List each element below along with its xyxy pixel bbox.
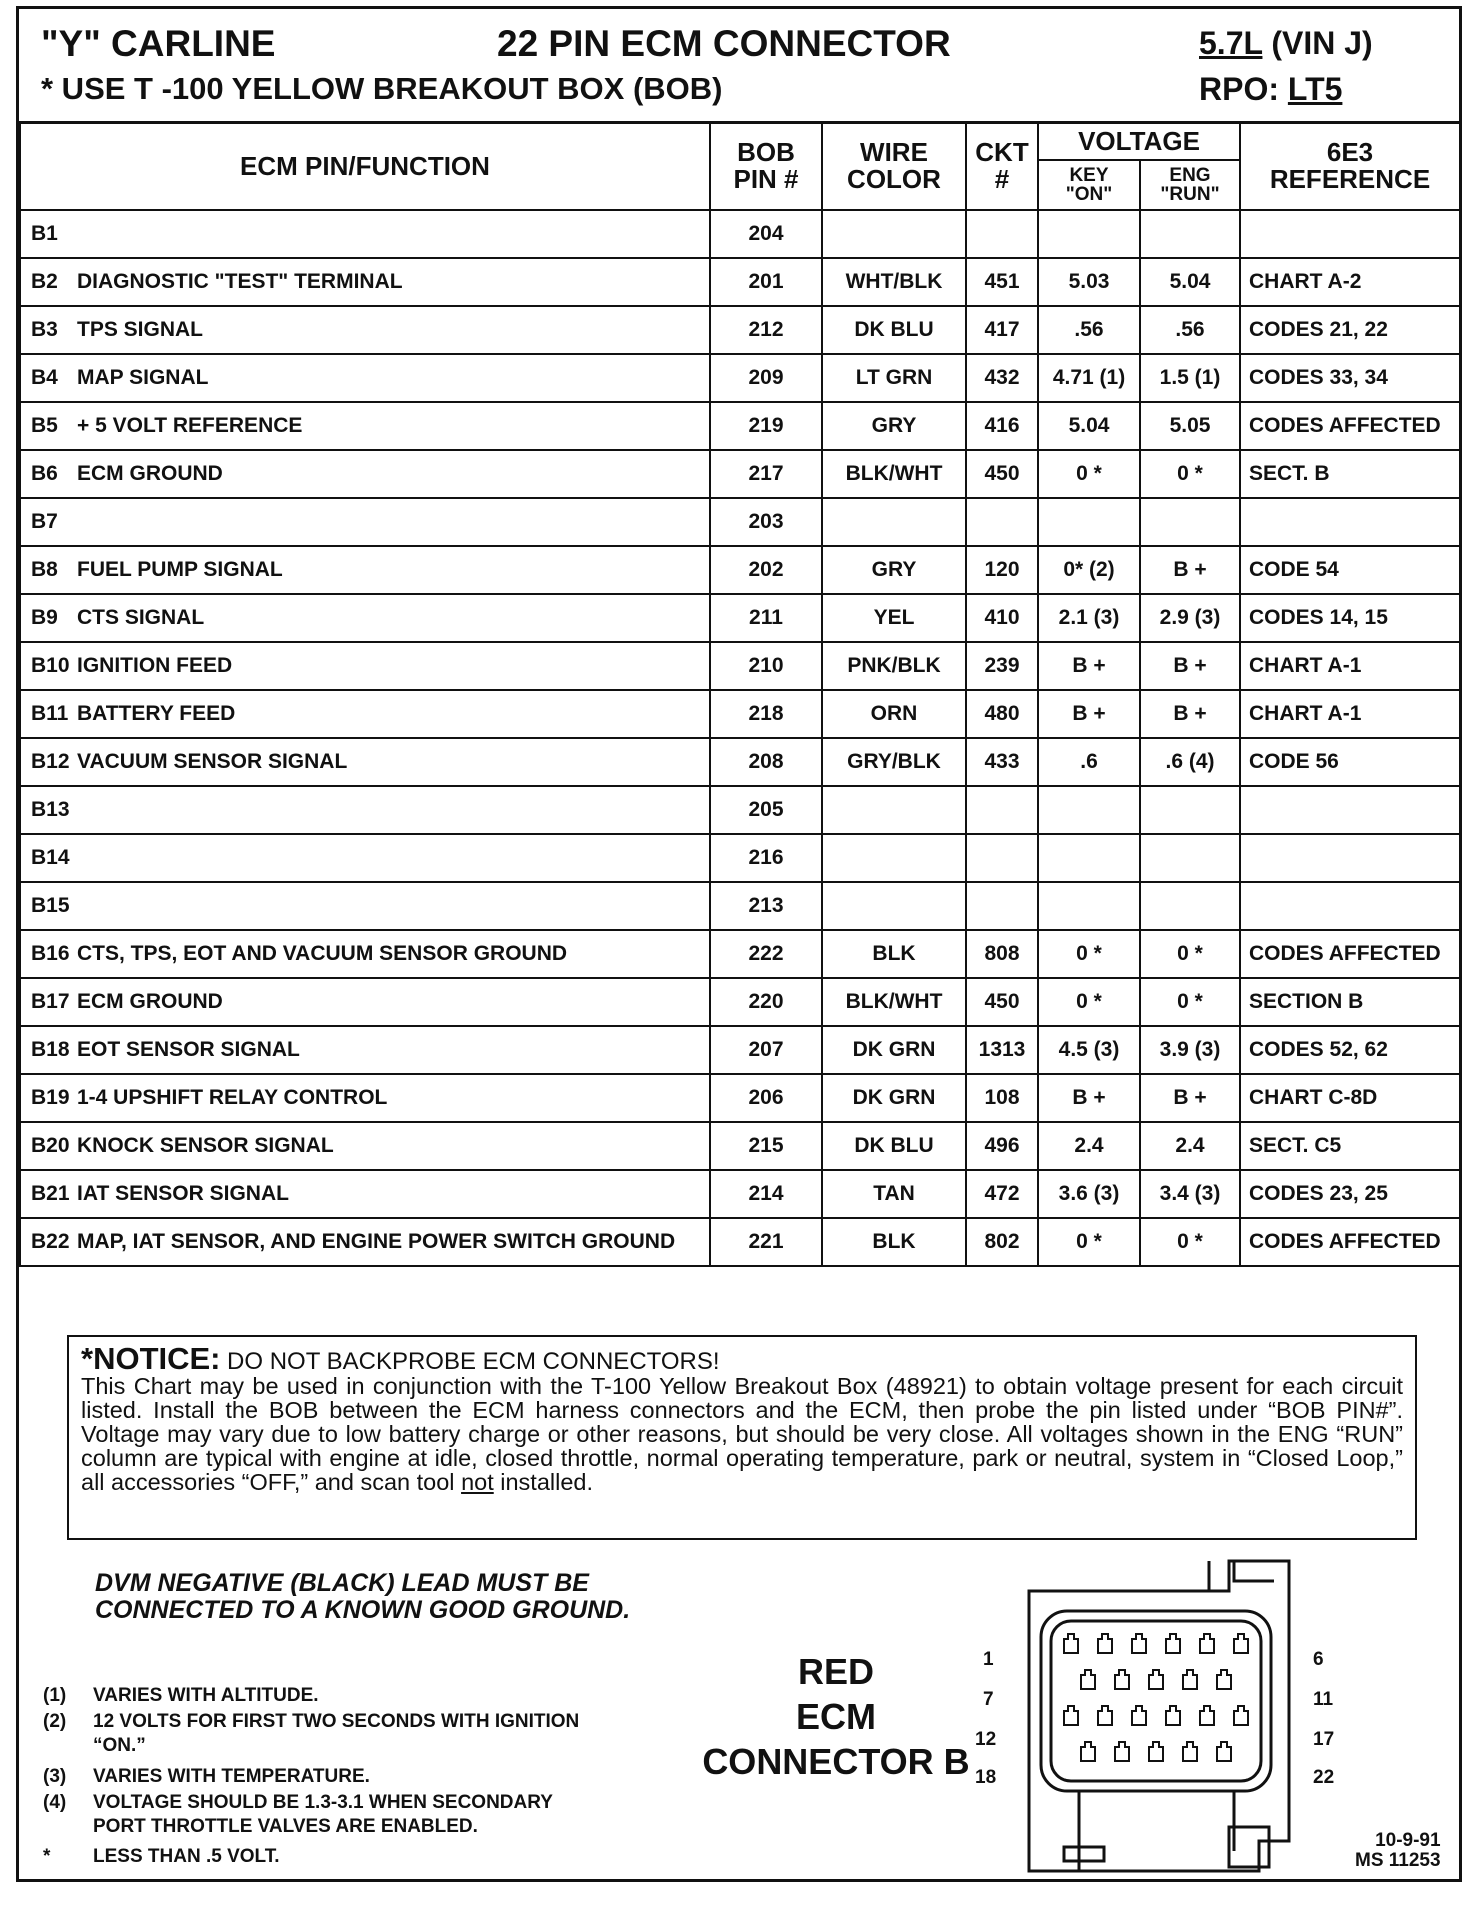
col-header-voltage: VOLTAGE [1038, 122, 1240, 160]
pin-function: CTS, TPS, EOT AND VACUUM SENSOR GROUND [77, 942, 568, 965]
bob-pin-cell: 220 [710, 978, 822, 1026]
reference-cell: CHART C-8D [1240, 1074, 1460, 1122]
pin-function-cell [20, 1218, 710, 1266]
pin-function: ECM GROUND [77, 462, 223, 485]
key-on-cell [1038, 786, 1140, 834]
document-date [1355, 1831, 1441, 1871]
wire-color-cell: GRY [822, 402, 966, 450]
footnote-5 [43, 1845, 280, 1869]
col-header-wire-color: WIRE COLOR [822, 122, 966, 210]
reference-cell: CHART A-2 [1240, 258, 1460, 306]
table-row [20, 1218, 1460, 1266]
connector-pin-hole [1081, 1670, 1095, 1689]
bob-pin-cell: 215 [710, 1122, 822, 1170]
bob-pin-cell: 210 [710, 642, 822, 690]
connector-pin-hole [1166, 1706, 1180, 1725]
eng-run-cell [1140, 786, 1240, 834]
footnote-2-text: 12 VOLTS FOR FIRST TWO SECONDS WITH IGNITION [93, 1711, 580, 1732]
key-on-cell [1038, 498, 1140, 546]
footnote-5-text: LESS THAN .5 VOLT. [93, 1846, 280, 1867]
pin-function-cell [20, 786, 710, 834]
pin-function-cell [20, 1026, 710, 1074]
pin-label-11: 11 [1313, 1689, 1334, 1710]
table-row [20, 306, 1460, 354]
reference-cell: SECT. B [1240, 450, 1460, 498]
pin-function-cell [20, 690, 710, 738]
bob-pin-cell: 207 [710, 1026, 822, 1074]
eng-run-cell: .56 [1140, 306, 1240, 354]
key-on-cell: .56 [1038, 306, 1140, 354]
wire-color-cell: WHT/BLK [822, 258, 966, 306]
connector-pin-hole [1149, 1742, 1163, 1761]
connector-caption-line-2: ECM [796, 1696, 876, 1737]
reference-cell [1240, 786, 1460, 834]
reference-cell: CODE 56 [1240, 738, 1460, 786]
eng-run-cell: 3.9 (3) [1140, 1026, 1240, 1074]
reference-cell: CODES AFFECTED [1240, 402, 1460, 450]
notice-body-not: not [461, 1469, 494, 1495]
bob-pin-cell: 222 [710, 930, 822, 978]
sheet-header [19, 9, 1459, 124]
key-on-cell: B + [1038, 1074, 1140, 1122]
pin-function: FUEL PUMP SIGNAL [77, 558, 283, 581]
footnote-3-key: (3) [43, 1766, 67, 1787]
circuit-cell: 410 [966, 594, 1038, 642]
wire-color-cell: LT GRN [822, 354, 966, 402]
table-row [20, 1074, 1460, 1122]
wire-color-cell [822, 882, 966, 930]
bob-pin-cell: 208 [710, 738, 822, 786]
eng-run-cell: 3.4 (3) [1140, 1170, 1240, 1218]
pin-function: IGNITION FEED [77, 654, 233, 677]
pin-label-12: 12 [975, 1729, 997, 1750]
key-on-cell: 0 * [1038, 930, 1140, 978]
wire-color-cell: PNK/BLK [822, 642, 966, 690]
table-row [20, 882, 1460, 930]
col-header-key-on: KEY "ON" [1038, 160, 1140, 210]
key-on-cell: 5.03 [1038, 258, 1140, 306]
pin-label-6: 6 [1313, 1649, 1324, 1670]
footnote-1 [43, 1684, 319, 1708]
reference-cell: CHART A-1 [1240, 642, 1460, 690]
circuit-cell [966, 786, 1038, 834]
ecm-pin: B14 [31, 846, 70, 869]
eng-run-cell: 0 * [1140, 978, 1240, 1026]
circuit-cell: 808 [966, 930, 1038, 978]
key-on-cell: 0* (2) [1038, 546, 1140, 594]
key-on-cell: 0 * [1038, 450, 1140, 498]
bob-pin-cell: 216 [710, 834, 822, 882]
circuit-cell: 416 [966, 402, 1038, 450]
connector-pin-hole [1098, 1634, 1112, 1653]
pin-function: TPS SIGNAL [77, 318, 204, 341]
connector-pin-hole [1183, 1742, 1197, 1761]
wire-color-cell [822, 786, 966, 834]
ecm-pin: B3 [31, 318, 58, 341]
key-on-cell: 2.1 (3) [1038, 594, 1140, 642]
pin-function: MAP SIGNAL [77, 366, 209, 389]
key-on-cell: 4.71 (1) [1038, 354, 1140, 402]
pin-label-7: 7 [983, 1689, 994, 1710]
notice-body: This Chart may be used in conjunction with the T-100 Yellow Breakout Box (48921) to obtain voltage present for each circuit listed. Install the BOB between the ECM harness connectors and the ECM, then probe the pin listed under “BOB PIN#”. Voltage may vary due to low battery charge or other reasons, but should be very close. All voltages shown in the ENG “RUN” column are typical with engine at idle, closed throttle, normal operating temperature, park or neutral, system in “Closed Loop,” all accessories “OFF,” and scan tool [81, 1373, 1403, 1495]
notice-box [67, 1335, 1417, 1540]
connector-pin-hole [1217, 1670, 1231, 1689]
rpo-label [1199, 71, 1342, 108]
connector-pin-hole [1234, 1706, 1248, 1725]
connector-caption-line-3: CONNECTOR B [702, 1741, 970, 1782]
footnote-4-key: (4) [43, 1792, 67, 1813]
circuit-cell: 417 [966, 306, 1038, 354]
pin-function-cell [20, 594, 710, 642]
circuit-cell: 108 [966, 1074, 1038, 1122]
ecm-pin: B5 [31, 414, 58, 437]
notice-headline: DO NOT BACKPROBE ECM CONNECTORS! [227, 1348, 720, 1375]
circuit-cell: 496 [966, 1122, 1038, 1170]
circuit-cell: 120 [966, 546, 1038, 594]
eng-run-cell: B + [1140, 690, 1240, 738]
table-row [20, 1170, 1460, 1218]
eng-run-cell: 0 * [1140, 1218, 1240, 1266]
table-row [20, 546, 1460, 594]
pin-function-cell [20, 402, 710, 450]
pin-function-cell [20, 930, 710, 978]
table-row [20, 210, 1460, 258]
key-on-cell [1038, 834, 1140, 882]
col-header-eng-run: ENG "RUN" [1140, 160, 1240, 210]
bob-pin-cell: 214 [710, 1170, 822, 1218]
wire-color-cell: YEL [822, 594, 966, 642]
reference-cell [1240, 498, 1460, 546]
wire-color-cell [822, 498, 966, 546]
eng-run-cell: 0 * [1140, 450, 1240, 498]
circuit-cell: 450 [966, 978, 1038, 1026]
connector-title: 22 PIN ECM CONNECTOR [497, 23, 951, 64]
connector-pin-hole [1115, 1670, 1129, 1689]
connector-pin-hole [1200, 1706, 1214, 1725]
wire-color-cell: BLK [822, 1218, 966, 1266]
wire-color-cell: DK GRN [822, 1074, 966, 1122]
bob-pin-cell: 204 [710, 210, 822, 258]
col-header-circuit: CKT # [966, 122, 1038, 210]
bob-pin-cell: 203 [710, 498, 822, 546]
key-on-cell: B + [1038, 690, 1140, 738]
eng-run-cell: .6 (4) [1140, 738, 1240, 786]
pin-function: IAT SENSOR SIGNAL [77, 1182, 289, 1205]
table-row [20, 738, 1460, 786]
table-row [20, 594, 1460, 642]
pin-function-cell [20, 642, 710, 690]
connector-caption [701, 1649, 971, 1784]
pin-function: + 5 VOLT REFERENCE [77, 414, 303, 437]
reference-cell: CODES 23, 25 [1240, 1170, 1460, 1218]
notice-body-end: installed. [493, 1469, 594, 1495]
connector-pin-hole [1115, 1742, 1129, 1761]
circuit-cell [966, 882, 1038, 930]
pin-function: VACUUM SENSOR SIGNAL [77, 750, 348, 773]
eng-run-cell [1140, 498, 1240, 546]
connector-pin-hole [1183, 1670, 1197, 1689]
footnote-4-text: VOLTAGE SHOULD BE 1.3-3.1 WHEN SECONDARY [93, 1792, 553, 1813]
pin-function: DIAGNOSTIC "TEST" TERMINAL [77, 270, 403, 293]
circuit-cell [966, 498, 1038, 546]
key-on-cell: 4.5 (3) [1038, 1026, 1140, 1074]
connector-pin-hole [1064, 1634, 1078, 1653]
reference-cell: CODES 33, 34 [1240, 354, 1460, 402]
footnote-3 [43, 1765, 370, 1789]
ecm-pin: B17 [31, 990, 70, 1013]
reference-cell: CODES 14, 15 [1240, 594, 1460, 642]
ecm-pin: B19 [31, 1086, 70, 1109]
rpo-value: LT5 [1287, 71, 1343, 107]
connector-pin-hole [1132, 1706, 1146, 1725]
ecm-pin: B11 [31, 702, 69, 725]
bob-pin-cell: 206 [710, 1074, 822, 1122]
wire-color-cell: DK BLU [822, 1122, 966, 1170]
notice-title: *NOTICE: [81, 1341, 221, 1376]
bob-pin-cell: 202 [710, 546, 822, 594]
connector-pin-hole [1217, 1742, 1231, 1761]
circuit-cell: 802 [966, 1218, 1038, 1266]
ecm-pin: B21 [31, 1182, 70, 1205]
pin-function: EOT SENSOR SIGNAL [77, 1038, 300, 1061]
connector-caption-line-1: RED [797, 1651, 874, 1692]
footnote-1-text: VARIES WITH ALTITUDE. [93, 1685, 319, 1706]
key-on-cell: 0 * [1038, 1218, 1140, 1266]
ecm-pin: B20 [31, 1134, 70, 1157]
table-row [20, 450, 1460, 498]
key-on-cell: 5.04 [1038, 402, 1140, 450]
reference-cell: CODE 54 [1240, 546, 1460, 594]
ecm-pin: B1 [31, 222, 58, 245]
pin-function-cell [20, 450, 710, 498]
wire-color-cell [822, 834, 966, 882]
table-row [20, 978, 1460, 1026]
key-on-cell [1038, 210, 1140, 258]
eng-run-cell [1140, 834, 1240, 882]
bob-pin-cell: 212 [710, 306, 822, 354]
table-row [20, 258, 1460, 306]
eng-run-cell: 0 * [1140, 930, 1240, 978]
carline-title: "Y" CARLINE [41, 23, 276, 64]
bob-pin-cell: 209 [710, 354, 822, 402]
eng-run-cell: 1.5 (1) [1140, 354, 1240, 402]
ecm-pin: B15 [31, 894, 70, 917]
pin-label-18: 18 [975, 1767, 997, 1788]
pin-label-17: 17 [1313, 1729, 1335, 1750]
bob-pin-cell: 205 [710, 786, 822, 834]
ecm-pin: B7 [31, 510, 58, 533]
doc-code: MS 11253 [1355, 1850, 1441, 1871]
table-row [20, 354, 1460, 402]
ecm-pin: B22 [31, 1230, 70, 1253]
table-row [20, 930, 1460, 978]
footnote-5-key: * [43, 1846, 51, 1867]
reference-cell [1240, 210, 1460, 258]
ecm-pin: B13 [31, 798, 70, 821]
reference-cell: CHART A-1 [1240, 690, 1460, 738]
pinout-table [19, 121, 1461, 1267]
pin-function-cell [20, 834, 710, 882]
circuit-cell [966, 210, 1038, 258]
table-row [20, 642, 1460, 690]
footnote-4 [43, 1791, 553, 1839]
footnote-2 [43, 1710, 579, 1758]
pin-label-1: 1 [983, 1649, 994, 1670]
eng-run-cell [1140, 882, 1240, 930]
pin-function: 1-4 UPSHIFT RELAY CONTROL [77, 1086, 388, 1109]
pin-function: KNOCK SENSOR SIGNAL [77, 1134, 334, 1157]
eng-run-cell: 5.05 [1140, 402, 1240, 450]
circuit-cell: 239 [966, 642, 1038, 690]
pin-function: MAP, IAT SENSOR, AND ENGINE POWER SWITCH GROUND [77, 1230, 676, 1253]
eng-run-cell: 2.4 [1140, 1122, 1240, 1170]
wire-color-cell: GRY/BLK [822, 738, 966, 786]
engine-code: 5.7L [1199, 25, 1263, 61]
vin-code: (VIN J) [1271, 25, 1373, 61]
ecm-pin: B10 [31, 654, 70, 677]
eng-run-cell: 5.04 [1140, 258, 1240, 306]
pin-function-cell [20, 210, 710, 258]
ecm-pin: B18 [31, 1038, 70, 1061]
bob-pin-cell: 213 [710, 882, 822, 930]
eng-run-cell: B + [1140, 642, 1240, 690]
engine-label [1199, 25, 1373, 62]
bob-pin-cell: 201 [710, 258, 822, 306]
pin-function-cell [20, 258, 710, 306]
footnote-2-key: (2) [43, 1711, 67, 1732]
pin-function-cell [20, 738, 710, 786]
ecm-connector-b-diagram [1019, 1551, 1299, 1881]
footnote-3-text: VARIES WITH TEMPERATURE. [93, 1766, 370, 1787]
circuit-cell: 432 [966, 354, 1038, 402]
bob-note: * USE T -100 YELLOW BREAKOUT BOX (BOB) [41, 71, 723, 106]
pin-label-22: 22 [1313, 1767, 1335, 1788]
ecm-pin: B4 [31, 366, 58, 389]
key-on-cell: 2.4 [1038, 1122, 1140, 1170]
wire-color-cell [822, 210, 966, 258]
table-row [20, 1122, 1460, 1170]
key-on-cell: 0 * [1038, 978, 1140, 1026]
reference-cell: CODES AFFECTED [1240, 930, 1460, 978]
circuit-cell: 1313 [966, 1026, 1038, 1074]
col-header-function: ECM PIN/FUNCTION [20, 122, 710, 210]
doc-date: 10-9-91 [1375, 1830, 1441, 1851]
bob-pin-cell: 221 [710, 1218, 822, 1266]
pin-function-cell [20, 306, 710, 354]
pin-function-cell [20, 1122, 710, 1170]
connector-pin-hole [1098, 1706, 1112, 1725]
eng-run-cell [1140, 210, 1240, 258]
pin-function-cell [20, 354, 710, 402]
wire-color-cell: DK GRN [822, 1026, 966, 1074]
wire-color-cell: ORN [822, 690, 966, 738]
ecm-pin: B9 [31, 606, 58, 629]
key-on-cell: B + [1038, 642, 1140, 690]
table-row [20, 786, 1460, 834]
rpo-prefix: RPO: [1199, 71, 1279, 107]
connector-pin-hole [1166, 1634, 1180, 1653]
circuit-cell: 480 [966, 690, 1038, 738]
pin-function: BATTERY FEED [77, 702, 236, 725]
ecm-pin: B8 [31, 558, 58, 581]
dvm-line-1: DVM NEGATIVE (BLACK) LEAD MUST BE [95, 1569, 589, 1597]
col-header-reference: 6E3 REFERENCE [1240, 122, 1460, 210]
pin-function-cell [20, 1074, 710, 1122]
pin-function-cell [20, 1170, 710, 1218]
footnote-4-cont: PORT THROTTLE VALVES ARE ENABLED. [93, 1816, 478, 1837]
table-row [20, 690, 1460, 738]
wire-color-cell: GRY [822, 546, 966, 594]
connector-pin-hole [1081, 1742, 1095, 1761]
circuit-cell: 472 [966, 1170, 1038, 1218]
pinout-sheet [16, 6, 1462, 1882]
reference-cell: SECT. C5 [1240, 1122, 1460, 1170]
key-on-cell: 3.6 (3) [1038, 1170, 1140, 1218]
reference-cell [1240, 882, 1460, 930]
circuit-cell: 450 [966, 450, 1038, 498]
dvm-line-2: CONNECTED TO A KNOWN GOOD GROUND. [95, 1596, 631, 1624]
key-on-cell: .6 [1038, 738, 1140, 786]
pin-function-cell [20, 882, 710, 930]
ecm-pin: B12 [31, 750, 70, 773]
wire-color-cell: TAN [822, 1170, 966, 1218]
reference-cell: CODES AFFECTED [1240, 1218, 1460, 1266]
wire-color-cell: BLK/WHT [822, 450, 966, 498]
reference-cell: SECTION B [1240, 978, 1460, 1026]
bob-pin-cell: 211 [710, 594, 822, 642]
wire-color-cell: DK BLU [822, 306, 966, 354]
reference-cell [1240, 834, 1460, 882]
bob-pin-cell: 217 [710, 450, 822, 498]
bob-pin-cell: 218 [710, 690, 822, 738]
pin-function-cell [20, 978, 710, 1026]
circuit-cell: 451 [966, 258, 1038, 306]
connector-pin-hole [1149, 1670, 1163, 1689]
wire-color-cell: BLK [822, 930, 966, 978]
table-row [20, 1026, 1460, 1074]
key-on-cell [1038, 882, 1140, 930]
table-row [20, 834, 1460, 882]
connector-pin-hole [1132, 1634, 1146, 1653]
connector-pin-hole [1234, 1634, 1248, 1653]
footnote-1-key: (1) [43, 1685, 67, 1706]
table-row [20, 498, 1460, 546]
connector-pin-hole [1200, 1634, 1214, 1653]
reference-cell: CODES 52, 62 [1240, 1026, 1460, 1074]
pin-function-cell [20, 498, 710, 546]
ecm-pin: B6 [31, 462, 58, 485]
footnote-2-cont: “ON.” [93, 1735, 146, 1756]
table-row [20, 402, 1460, 450]
eng-run-cell: B + [1140, 546, 1240, 594]
dvm-warning [95, 1570, 630, 1624]
ecm-pin: B16 [31, 942, 70, 965]
reference-cell: CODES 21, 22 [1240, 306, 1460, 354]
col-header-bob-pin: BOB PIN # [710, 122, 822, 210]
eng-run-cell: 2.9 (3) [1140, 594, 1240, 642]
eng-run-cell: B + [1140, 1074, 1240, 1122]
circuit-cell [966, 834, 1038, 882]
connector-pin-hole [1064, 1706, 1078, 1725]
ecm-pin: B2 [31, 270, 58, 293]
pin-function: CTS SIGNAL [77, 606, 205, 629]
wire-color-cell: BLK/WHT [822, 978, 966, 1026]
pin-function: ECM GROUND [77, 990, 223, 1013]
bob-pin-cell: 219 [710, 402, 822, 450]
circuit-cell: 433 [966, 738, 1038, 786]
pin-function-cell [20, 546, 710, 594]
